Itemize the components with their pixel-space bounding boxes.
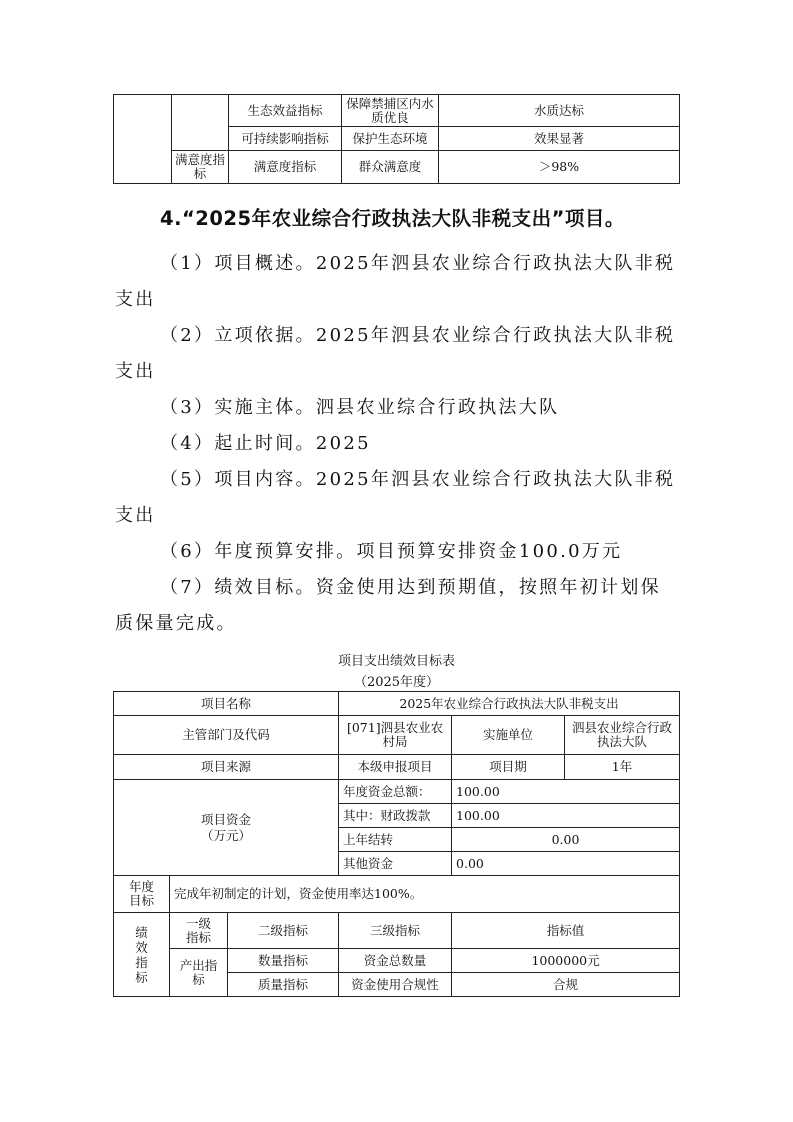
fund-total-label: 年度资金总额： (339, 780, 452, 804)
dept-value: [071]泗县农业农村局 (339, 716, 452, 755)
row2-value: 合规 (452, 973, 680, 997)
level2-cell: 满意度指标 (229, 151, 342, 184)
row2-level2: 质量指标 (228, 973, 339, 997)
row1-level2: 数量指标 (228, 949, 339, 973)
header-value: 指标值 (452, 913, 680, 949)
level3-cell: 保护生态环境 (342, 127, 439, 151)
output-label-text: 产出指标 (179, 957, 218, 987)
source-value: 本级申报项目 (339, 755, 452, 780)
table-title: 项目支出绩效目标表 (337, 654, 455, 669)
value-cell: 效果显著 (439, 127, 680, 151)
fund-label (114, 780, 339, 876)
level2-cell: 生态效益指标 (229, 95, 342, 127)
period-label: 项目期 (452, 755, 565, 780)
fund-fiscal-label: 其中：财政拨款 (339, 804, 452, 828)
paragraph-content: （5）项目内容。2025年泗县农业综合行政执法大队非税支出 (115, 469, 676, 526)
level3-cell: 保障禁捕区内水质优良 (342, 95, 439, 127)
blank-cell (114, 95, 172, 184)
level2-cell: 可持续影响指标 (229, 127, 342, 151)
blank-cell (172, 95, 229, 151)
paragraph-budget: （6）年度预算安排。项目预算安排资金100.0万元 (160, 541, 623, 562)
unit-value: 泗县农业综合行政执法大队 (565, 716, 680, 755)
project-name-label: 项目名称 (114, 692, 339, 716)
fund-total-value: 100.00 (452, 780, 680, 804)
fund-other-value: 0.00 (452, 852, 680, 876)
fund-fiscal-value: 100.00 (452, 804, 680, 828)
unit-label: 实施单位 (452, 716, 565, 755)
fund-label-text: 项目资金（万元） (201, 811, 252, 843)
goal-label-text: 年度目标 (128, 879, 154, 908)
row1-level3: 资金总数量 (339, 949, 452, 973)
level3-cell: 群众满意度 (342, 151, 439, 184)
fund-carry-label: 上年结转 (339, 828, 452, 852)
level1-cell: 满意度指标 (172, 151, 229, 184)
value-cell: 水质达标 (439, 95, 680, 127)
header-level3: 三级指标 (339, 913, 452, 949)
fund-other-label: 其他资金 (339, 852, 452, 876)
header-level1-text: 一级指标 (185, 915, 211, 945)
project-name-value: 2025年农业综合行政执法大队非税支出 (339, 692, 680, 716)
fund-carry-value: 0.00 (452, 828, 680, 852)
table-year: （2025年度） (353, 675, 440, 690)
goal-value: 完成年初制定的计划，资金使用率达100%。 (170, 876, 680, 913)
row2-level3: 资金使用合规性 (339, 973, 452, 997)
performance-goal-table (113, 691, 680, 997)
paragraph-overview: （1）项目概述。2025年泗县农业综合行政执法大队非税支出 (115, 253, 676, 310)
paragraph-time: （4）起止时间。2025 (160, 433, 371, 454)
goal-label (114, 876, 170, 913)
paragraph-basis: （2）立项依据。2025年泗县农业综合行政执法大队非税支出 (115, 325, 676, 382)
period-value: 1年 (565, 755, 680, 780)
paragraph-subject: （3）实施主体。泗县农业综合行政执法大队 (160, 397, 560, 418)
section-heading: 4.“2025年农业综合行政执法大队非税支出”项目。 (160, 207, 625, 230)
dept-label: 主管部门及代码 (114, 716, 339, 755)
perf-label (114, 913, 170, 997)
source-label: 项目来源 (114, 755, 339, 780)
header-level2: 二级指标 (228, 913, 339, 949)
prev-performance-table (113, 94, 680, 184)
header-level1 (170, 913, 228, 949)
output-label (170, 949, 228, 997)
perf-label-text: 绩效指标 (135, 924, 148, 985)
row1-value: 1000000元 (452, 949, 680, 973)
paragraph-goal: （7）绩效目标。资金使用达到预期值，按照年初计划保质保量完成。 (115, 577, 661, 634)
value-cell: ＞98% (439, 151, 680, 184)
